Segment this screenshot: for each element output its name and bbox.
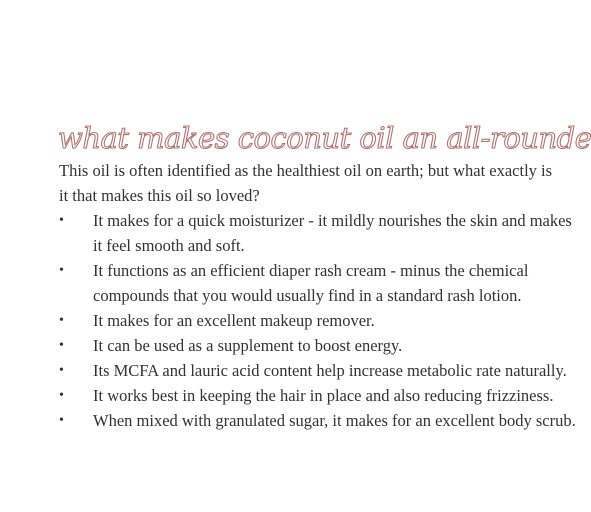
list-item-text: It functions as an efficient diaper rash cream - minus the chemical compounds that you would usually find in a standard rash lotion.	[93, 261, 529, 305]
article-body	[59, 158, 579, 433]
list-item	[59, 383, 579, 408]
list-item	[59, 308, 579, 333]
list-item	[59, 208, 579, 258]
list-item-text: Its MCFA and lauric acid content help increase metabolic rate naturally.	[93, 361, 567, 380]
list-item-text: It makes for an excellent makeup remover.	[93, 311, 375, 330]
bullet-icon: •	[59, 363, 64, 378]
list-item	[59, 408, 579, 433]
bullet-icon: •	[59, 413, 64, 428]
bullet-icon: •	[59, 338, 64, 353]
section-heading: what makes coconut oil an all-rounde	[58, 121, 591, 155]
list-item	[59, 333, 579, 358]
list-item	[59, 358, 579, 383]
bullet-icon: •	[59, 388, 64, 403]
list-item-text: It makes for a quick moisturizer - it mildly nourishes the skin and makes it feel smooth and soft.	[93, 211, 572, 255]
list-item-text: It works best in keeping the hair in place and also reducing frizziness.	[93, 386, 554, 405]
list-item	[59, 258, 579, 308]
list-item-text: It can be used as a supplement to boost energy.	[93, 336, 403, 355]
list-item-text: When mixed with granulated sugar, it makes for an excellent body scrub.	[93, 411, 576, 430]
bullet-icon: •	[59, 313, 64, 328]
bullet-icon: •	[59, 263, 64, 278]
intro-paragraph: This oil is often identified as the healthiest oil on earth; but what exactly is it that makes this oil so loved?	[59, 161, 553, 205]
bullet-icon: •	[59, 213, 64, 228]
benefits-list	[59, 208, 579, 433]
